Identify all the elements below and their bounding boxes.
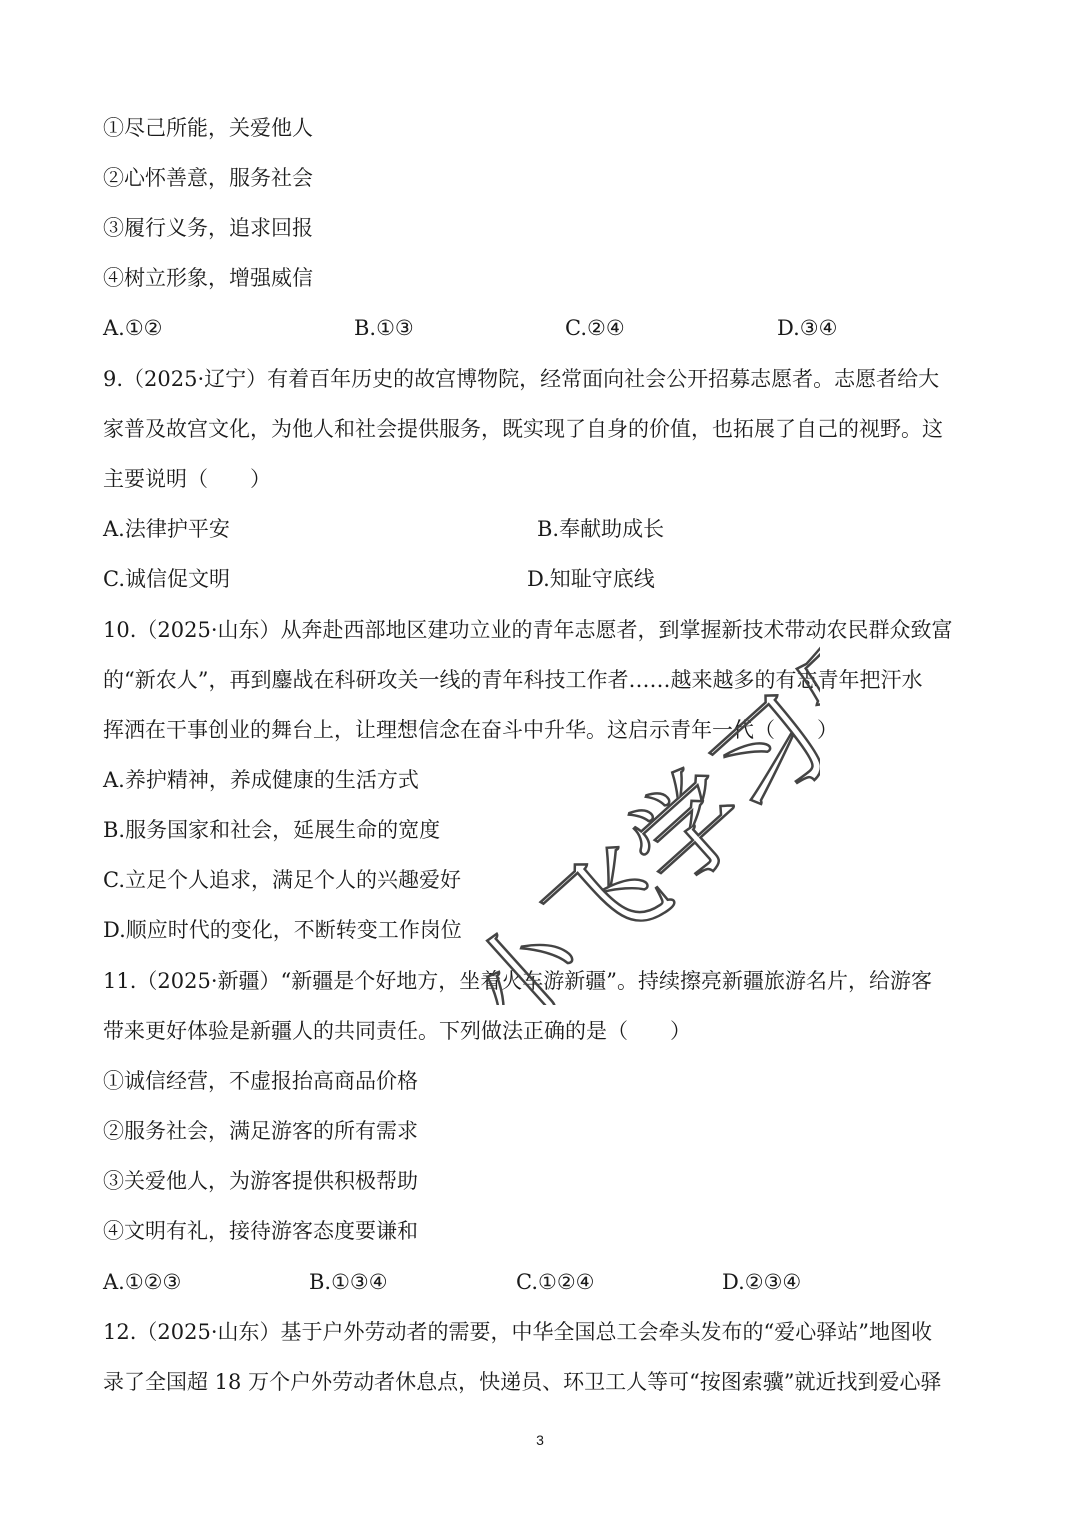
q9-stem-line-1: 9.（2025·辽宁）有着百年历史的故宫博物院，经常面向社会公开招募志愿者。志愿者给大: [103, 367, 940, 391]
q10-option-d: D.顺应时代的变化，不断转变工作岗位: [103, 918, 462, 942]
q11-option-b: B.①③④: [309, 1270, 388, 1294]
q8-option-b: B.①③: [354, 316, 414, 340]
q8-option-c: C.②④: [565, 316, 625, 340]
q11-statement-2: ②服务社会，满足游客的所有需求: [103, 1119, 418, 1143]
q8-option-a: A.①②: [103, 316, 163, 340]
q12-stem-line-2: 录了全国超 18 万个户外劳动者休息点，快递员、环卫工人等可“按图索骥”就近找到爱心驿: [103, 1370, 942, 1394]
q10-stem-line-2: 的“新农人”，再到鏖战在科研攻关一线的青年科技工作者……越来越多的有志青年把汗水: [103, 668, 923, 692]
q11-stem-line-2: 带来更好体验是新疆人的共同责任。下列做法正确的是（ ）: [103, 1019, 691, 1043]
q8-statement-1: ①尽己所能，关爱他人: [103, 116, 313, 140]
q10-option-c: C.立足个人追求，满足个人的兴趣爱好: [103, 868, 461, 892]
q9-option-d: D.知耻守底线: [527, 567, 655, 591]
q8-option-d: D.③④: [777, 316, 838, 340]
q11-stem-line-1: 11.（2025·新疆）“新疆是个好地方，坐着火车游新疆”。持续擦亮新疆旅游名片，给游客: [103, 969, 932, 993]
page-number: 3: [536, 1432, 544, 1448]
q11-statement-3: ③关爱他人，为游客提供积极帮助: [103, 1169, 418, 1193]
q11-statement-1: ①诚信经营，不虚报抬高商品价格: [103, 1069, 418, 1093]
q11-option-d: D.②③④: [722, 1270, 802, 1294]
q11-option-a: A.①②③: [103, 1270, 182, 1294]
q9-stem-line-3: 主要说明（ ）: [103, 467, 271, 491]
q12-stem-line-1: 12.（2025·山东）基于户外劳动者的需要，中华全国总工会牵头发布的“爱心驿站”地图收: [103, 1320, 932, 1344]
q9-option-b: B.奉献助成长: [537, 517, 665, 541]
q10-option-a: A.养护精神，养成健康的生活方式: [103, 768, 419, 792]
q10-stem-line-3: 挥洒在干事创业的舞台上，让理想信念在奋斗中升华。这启示青年一代（ ）: [103, 718, 838, 742]
q9-option-a: A.法律护平安: [103, 517, 230, 541]
q8-statement-4: ④树立形象，增强威信: [103, 266, 313, 290]
q8-statement-3: ③履行义务，追求回报: [103, 216, 313, 240]
q8-statement-2: ②心怀善意，服务社会: [103, 166, 313, 190]
q10-stem-line-1: 10.（2025·山东）从奔赴西部地区建功立业的青年志愿者，到掌握新技术带动农民群众致富: [103, 618, 953, 642]
q11-statement-4: ④文明有礼，接待游客态度要谦和: [103, 1219, 418, 1243]
q9-stem-line-2: 家普及故宫文化，为他人和社会提供服务，既实现了自身的价值，也拓展了自己的视野。这: [103, 417, 943, 441]
q10-option-b: B.服务国家和社会，延展生命的宽度: [103, 818, 441, 842]
q11-option-c: C.①②④: [516, 1270, 595, 1294]
q9-option-c: C.诚信促文明: [103, 567, 230, 591]
watermark-text: 小飞学习乐园: [443, 527, 820, 1005]
